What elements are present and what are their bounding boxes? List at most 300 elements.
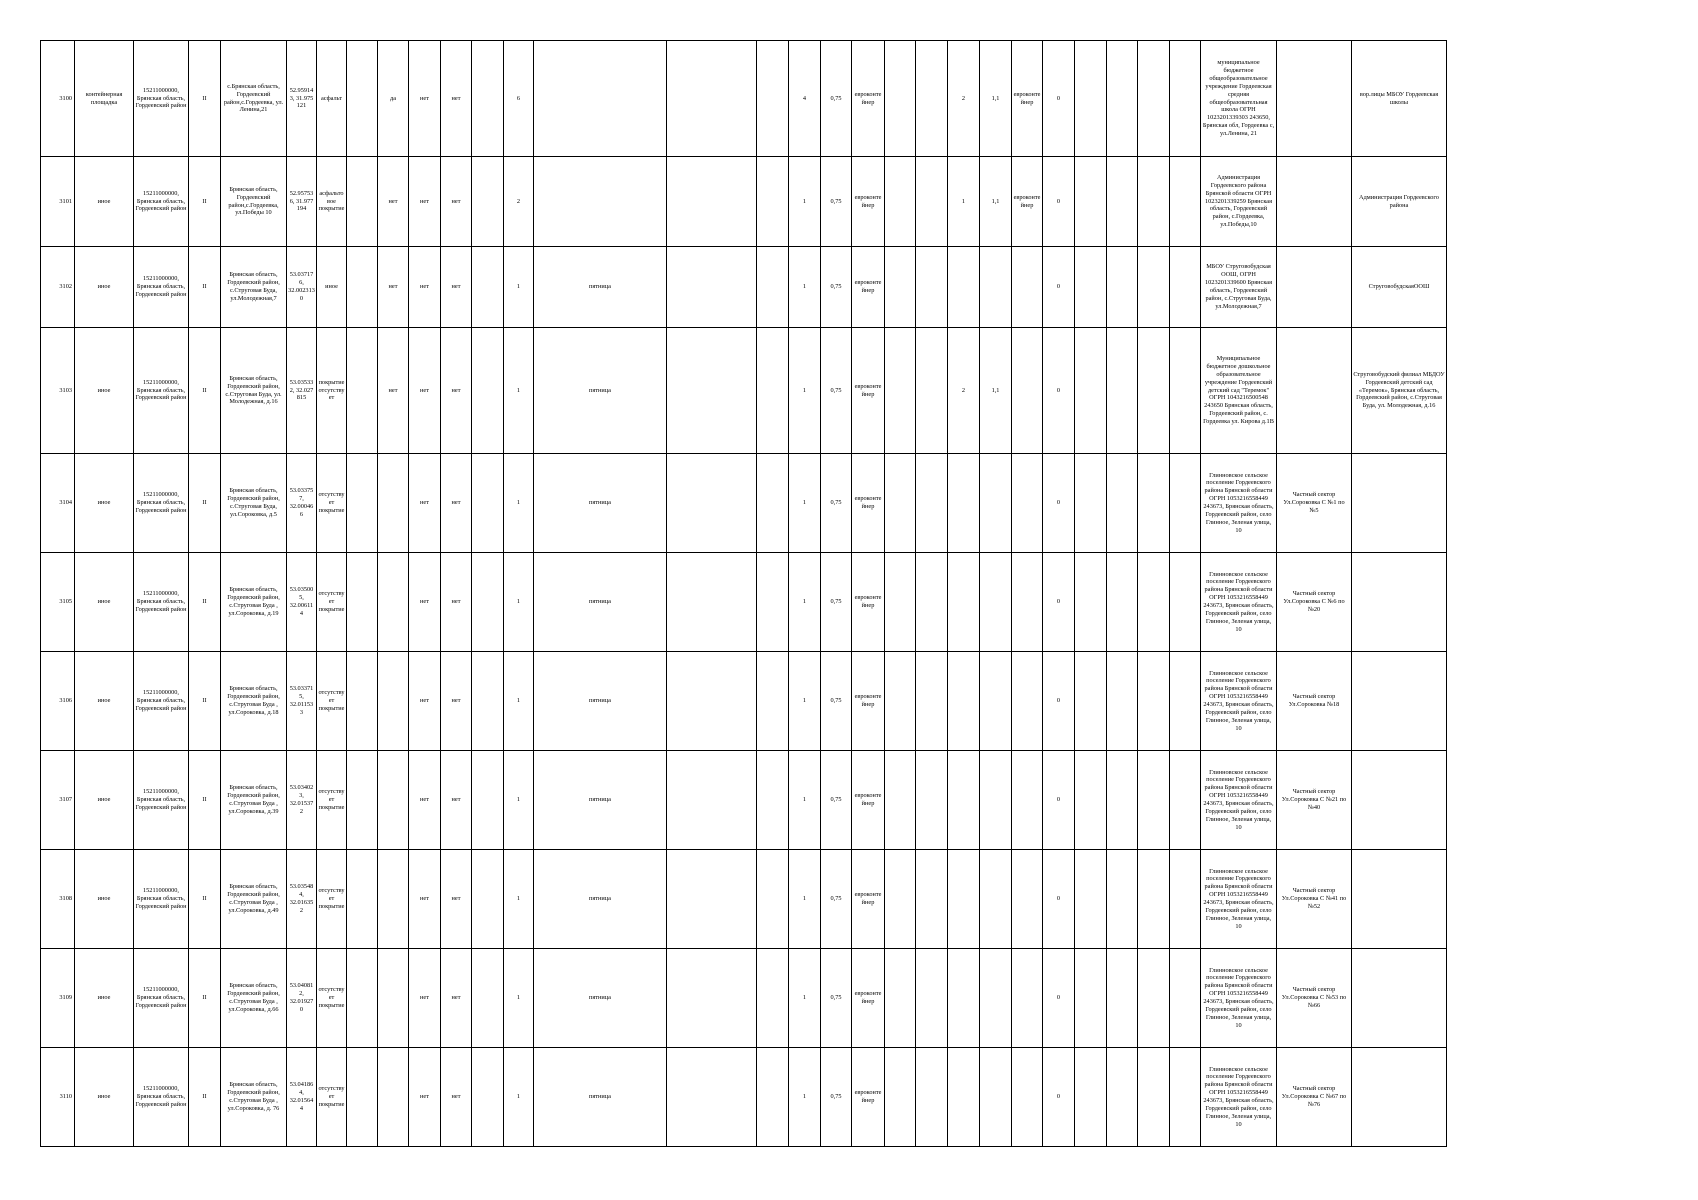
zero-value: 0 xyxy=(1043,553,1075,652)
blank-cell xyxy=(757,1048,789,1147)
flag-1 xyxy=(378,1048,409,1147)
blank-cell xyxy=(472,652,504,751)
flag-3: нет xyxy=(441,949,472,1048)
zero-value: 0 xyxy=(1043,652,1075,751)
row-number: 3105 xyxy=(41,553,75,652)
owner-info: Глинновское сельское поселение Гордеевского района Брянской области ОГРН 1053216558449 243673, Брянская область, Гордеевский район, село Глинное, Зеленая улица, 10 xyxy=(1201,949,1277,1048)
zero-value: 0 xyxy=(1043,1048,1075,1147)
blank-cell xyxy=(916,247,948,328)
blank-cell xyxy=(1107,41,1138,157)
container-count-2 xyxy=(948,1048,980,1147)
blank-cell xyxy=(347,454,378,553)
row-number: 3109 xyxy=(41,949,75,1048)
quantity: 1 xyxy=(504,652,534,751)
address: Брянская область, Гордеевский район, с.Струговая Буда , ул.Сороковка, д.49 xyxy=(221,850,287,949)
table-row xyxy=(41,553,1447,652)
coordinates: 53.03533 2, 32.027 815 xyxy=(287,328,317,454)
oktmo-district: 15211000000, Брянская область, Гордеевский район xyxy=(134,41,189,157)
container-type-2 xyxy=(1012,553,1043,652)
pickup-day: пятница xyxy=(534,652,667,751)
waste-source: Частный сектор Ул.Сороковка №18 xyxy=(1277,652,1352,751)
blank-cell xyxy=(667,553,757,652)
blank-cell xyxy=(1107,157,1138,247)
blank-cell xyxy=(667,751,757,850)
container-type-2 xyxy=(1012,949,1043,1048)
blank-cell xyxy=(472,157,504,247)
container-type-2 xyxy=(1012,1048,1043,1147)
container-volume-2 xyxy=(980,454,1012,553)
blank-cell xyxy=(667,949,757,1048)
waste-source xyxy=(1277,247,1352,328)
note: Струговобудский филиал МБДОУ Гордеевский детский сад «Теремок», Брянская область, Гордеевский район, с.Струговая Буда, ул. Молодежная, д.16 xyxy=(1352,328,1447,454)
container-type: евроконтейнер xyxy=(852,553,885,652)
address: Брянская область, Гордеевский район, с.Струговая Буда, ул.Сороковка, д.5 xyxy=(221,454,287,553)
container-type-2: евроконтейнер xyxy=(1012,157,1043,247)
container-type-2 xyxy=(1012,247,1043,328)
blank-cell xyxy=(1138,1048,1170,1147)
blank-cell xyxy=(347,1048,378,1147)
container-volume-2 xyxy=(980,751,1012,850)
blank-cell xyxy=(1170,328,1201,454)
blank-cell xyxy=(1075,1048,1107,1147)
oktmo-district: 15211000000, Брянская область, Гордеевский район xyxy=(134,652,189,751)
blank-cell xyxy=(1138,328,1170,454)
blank-cell xyxy=(1170,157,1201,247)
container-volume: 0,75 xyxy=(821,1048,852,1147)
coordinates: 53.03717 6, 32.002313 0 xyxy=(287,247,317,328)
container-type: евроконтейнер xyxy=(852,41,885,157)
table-row xyxy=(41,157,1447,247)
container-type-2: евроконтейнер xyxy=(1012,41,1043,157)
zero-value: 0 xyxy=(1043,751,1075,850)
blank-cell xyxy=(472,41,504,157)
zero-value: 0 xyxy=(1043,247,1075,328)
quantity: 1 xyxy=(504,328,534,454)
blank-cell xyxy=(757,652,789,751)
container-count: 1 xyxy=(789,1048,821,1147)
note xyxy=(1352,751,1447,850)
container-count: 1 xyxy=(789,328,821,454)
row-number: 3106 xyxy=(41,652,75,751)
blank-cell xyxy=(472,949,504,1048)
pickup-day xyxy=(534,41,667,157)
blank-cell xyxy=(472,850,504,949)
address: Брянская область, Гордеевский район, с.Струговая Буда, ул.Молодежная,7 xyxy=(221,247,287,328)
flag-2: нет xyxy=(409,652,441,751)
surface-type: асфальт xyxy=(317,41,347,157)
blank-cell xyxy=(347,751,378,850)
blank-cell xyxy=(667,454,757,553)
flag-1: да xyxy=(378,41,409,157)
table-row xyxy=(41,652,1447,751)
waste-source: Частный сектор Ул.Сороковка С №53 по №66 xyxy=(1277,949,1352,1048)
note xyxy=(1352,949,1447,1048)
waste-source: Частный сектор Ул.Сороковка С №21 по №40 xyxy=(1277,751,1352,850)
oktmo-district: 15211000000, Брянская область, Гордеевский район xyxy=(134,751,189,850)
blank-cell xyxy=(757,850,789,949)
category: II xyxy=(189,454,221,553)
blank-cell xyxy=(916,553,948,652)
container-count-2 xyxy=(948,553,980,652)
container-type: евроконтейнер xyxy=(852,949,885,1048)
blank-cell xyxy=(1075,949,1107,1048)
address: Брянская область, Гордеевский район, с.Струговая Буда , ул.Сороковка, д.66 xyxy=(221,949,287,1048)
surface-type: асфальтовое покрытие xyxy=(317,157,347,247)
note xyxy=(1352,850,1447,949)
row-number: 3110 xyxy=(41,1048,75,1147)
pickup-day: пятница xyxy=(534,454,667,553)
coordinates: 53.03402 3, 32.01537 2 xyxy=(287,751,317,850)
flag-1: нет xyxy=(378,328,409,454)
blank-cell xyxy=(667,652,757,751)
site-type: иное xyxy=(75,751,134,850)
flag-2: нет xyxy=(409,751,441,850)
blank-cell xyxy=(885,553,916,652)
blank-cell xyxy=(472,247,504,328)
blank-cell xyxy=(1138,41,1170,157)
container-type: евроконтейнер xyxy=(852,454,885,553)
oktmo-district: 15211000000, Брянская область, Гордеевский район xyxy=(134,850,189,949)
category: II xyxy=(189,751,221,850)
blank-cell xyxy=(347,328,378,454)
blank-cell xyxy=(1107,247,1138,328)
flag-2: нет xyxy=(409,157,441,247)
note xyxy=(1352,652,1447,751)
blank-cell xyxy=(885,157,916,247)
surface-type: отсутствует покрытие xyxy=(317,1048,347,1147)
flag-2: нет xyxy=(409,328,441,454)
container-count: 1 xyxy=(789,850,821,949)
blank-cell xyxy=(347,553,378,652)
blank-cell xyxy=(885,850,916,949)
container-volume-2 xyxy=(980,553,1012,652)
category: II xyxy=(189,949,221,1048)
flag-3: нет xyxy=(441,751,472,850)
pickup-day: пятница xyxy=(534,751,667,850)
container-type: евроконтейнер xyxy=(852,157,885,247)
blank-cell xyxy=(1170,41,1201,157)
pickup-day xyxy=(534,157,667,247)
pickup-day: пятница xyxy=(534,553,667,652)
coordinates: 52.95753 6, 31.977 194 xyxy=(287,157,317,247)
blank-cell xyxy=(885,41,916,157)
blank-cell xyxy=(1170,850,1201,949)
category: II xyxy=(189,553,221,652)
surface-type: отсутствует покрытие xyxy=(317,652,347,751)
blank-cell xyxy=(1107,850,1138,949)
container-count: 1 xyxy=(789,652,821,751)
blank-cell xyxy=(1107,1048,1138,1147)
blank-cell xyxy=(885,949,916,1048)
category: II xyxy=(189,41,221,157)
blank-cell xyxy=(885,652,916,751)
pickup-day: пятница xyxy=(534,247,667,328)
blank-cell xyxy=(1075,41,1107,157)
category: II xyxy=(189,652,221,751)
blank-cell xyxy=(347,850,378,949)
site-type: иное xyxy=(75,247,134,328)
table-row xyxy=(41,1048,1447,1147)
blank-cell xyxy=(472,553,504,652)
container-type-2 xyxy=(1012,454,1043,553)
blank-cell xyxy=(472,751,504,850)
container-type-2 xyxy=(1012,751,1043,850)
blank-cell xyxy=(1138,247,1170,328)
pickup-day: пятница xyxy=(534,328,667,454)
oktmo-district: 15211000000, Брянская область, Гордеевский район xyxy=(134,454,189,553)
container-volume: 0,75 xyxy=(821,553,852,652)
flag-1: нет xyxy=(378,157,409,247)
quantity: 1 xyxy=(504,751,534,850)
surface-type: отсутствует покрытие xyxy=(317,553,347,652)
site-type: контейнерная площадка xyxy=(75,41,134,157)
waste-source: Частный сектор Ул.Сороковка С №6 по №20 xyxy=(1277,553,1352,652)
blank-cell xyxy=(916,41,948,157)
surface-type: отсутствует покрытие xyxy=(317,949,347,1048)
blank-cell xyxy=(916,850,948,949)
oktmo-district: 15211000000, Брянская область, Гордеевский район xyxy=(134,949,189,1048)
owner-info: Муниципальное бюджетное дошкольное образовательное учреждение Гордеевский детский сад "Теремок" ОГРН 1043216500548 243650 Брянская область, Гордеевский район, с. Гордеевка ул. Кирова д.1В xyxy=(1201,328,1277,454)
category: II xyxy=(189,247,221,328)
container-volume-2: 1,1 xyxy=(980,41,1012,157)
quantity: 1 xyxy=(504,949,534,1048)
table-row xyxy=(41,247,1447,328)
container-volume-2: 1,1 xyxy=(980,328,1012,454)
blank-cell xyxy=(1170,751,1201,850)
container-count: 1 xyxy=(789,553,821,652)
blank-cell xyxy=(667,41,757,157)
blank-cell xyxy=(1075,850,1107,949)
blank-cell xyxy=(667,328,757,454)
waste-source xyxy=(1277,157,1352,247)
container-volume-2 xyxy=(980,1048,1012,1147)
container-count-2: 1 xyxy=(948,157,980,247)
row-number: 3101 xyxy=(41,157,75,247)
blank-cell xyxy=(757,553,789,652)
waste-source xyxy=(1277,41,1352,157)
flag-2: нет xyxy=(409,41,441,157)
flag-1 xyxy=(378,850,409,949)
blank-cell xyxy=(757,328,789,454)
container-volume-2 xyxy=(980,850,1012,949)
blank-cell xyxy=(667,850,757,949)
owner-info: Глинновское сельское поселение Гордеевского района Брянской области ОГРН 1053216558449 243673, Брянская область, Гордеевский район, село Глинное, Зеленая улица, 10 xyxy=(1201,454,1277,553)
container-count: 4 xyxy=(789,41,821,157)
blank-cell xyxy=(757,949,789,1048)
table-row xyxy=(41,328,1447,454)
blank-cell xyxy=(885,751,916,850)
waste-source xyxy=(1277,328,1352,454)
quantity: 1 xyxy=(504,553,534,652)
address: Брянская область, Гордеевский район, с.Струговая Буда , ул.Сороковка, д.19 xyxy=(221,553,287,652)
container-count: 1 xyxy=(789,247,821,328)
coordinates: 53.04186 4, 32.01564 4 xyxy=(287,1048,317,1147)
flag-2: нет xyxy=(409,454,441,553)
blank-cell xyxy=(885,328,916,454)
address: Брянская область, Гордеевский район, с.Струговая Буда , ул.Сороковка, д.18 xyxy=(221,652,287,751)
note: вор.лицы МБОУ Гордеевская школы xyxy=(1352,41,1447,157)
blank-cell xyxy=(1138,157,1170,247)
site-type: иное xyxy=(75,850,134,949)
container-type: евроконтейнер xyxy=(852,850,885,949)
owner-info: МБОУ Струговобудская ООШ, ОГРН 1023201339600 Брянская область, Гордеевский район, с.Струговая Буда, ул.Молодежная,7 xyxy=(1201,247,1277,328)
waste-source: Частный сектор Ул.Сороковка С №41 по №52 xyxy=(1277,850,1352,949)
row-number: 3102 xyxy=(41,247,75,328)
container-volume: 0,75 xyxy=(821,41,852,157)
container-volume-2 xyxy=(980,247,1012,328)
container-type: евроконтейнер xyxy=(852,328,885,454)
blank-cell xyxy=(347,652,378,751)
container-volume: 0,75 xyxy=(821,328,852,454)
container-count: 1 xyxy=(789,751,821,850)
blank-cell xyxy=(1075,328,1107,454)
flag-1 xyxy=(378,553,409,652)
blank-cell xyxy=(1075,247,1107,328)
zero-value: 0 xyxy=(1043,328,1075,454)
blank-cell xyxy=(472,328,504,454)
blank-cell xyxy=(1138,454,1170,553)
flag-3: нет xyxy=(441,247,472,328)
container-count-2 xyxy=(948,454,980,553)
flag-2: нет xyxy=(409,850,441,949)
container-count-2 xyxy=(948,247,980,328)
owner-info: Глинновское сельское поселение Гордеевского района Брянской области ОГРН 1053216558449 243673, Брянская область, Гордеевский район, село Глинное, Зеленая улица, 10 xyxy=(1201,652,1277,751)
blank-cell xyxy=(1107,328,1138,454)
blank-cell xyxy=(1107,949,1138,1048)
owner-info: Глинновское сельское поселение Гордеевского района Брянской области ОГРН 1053216558449 243673, Брянская область, Гордеевский район, село Глинное, Зеленая улица, 10 xyxy=(1201,751,1277,850)
table-row xyxy=(41,751,1447,850)
blank-cell xyxy=(757,41,789,157)
flag-1 xyxy=(378,454,409,553)
container-type-2 xyxy=(1012,328,1043,454)
owner-info: Глинновское сельское поселение Гордеевского района Брянской области ОГРН 1053216558449 243673, Брянская область, Гордеевский район, село Глинное, Зеленая улица, 10 xyxy=(1201,850,1277,949)
coordinates: 53.03375 7, 32.00046 6 xyxy=(287,454,317,553)
container-type: евроконтейнер xyxy=(852,247,885,328)
blank-cell xyxy=(916,751,948,850)
coordinates: 53.03548 4, 32.01635 2 xyxy=(287,850,317,949)
container-count: 1 xyxy=(789,949,821,1048)
container-volume: 0,75 xyxy=(821,850,852,949)
flag-2: нет xyxy=(409,949,441,1048)
site-type: иное xyxy=(75,157,134,247)
container-volume: 0,75 xyxy=(821,454,852,553)
row-number: 3107 xyxy=(41,751,75,850)
blank-cell xyxy=(1107,553,1138,652)
note xyxy=(1352,1048,1447,1147)
blank-cell xyxy=(916,949,948,1048)
container-type-2 xyxy=(1012,652,1043,751)
container-count-2 xyxy=(948,751,980,850)
blank-cell xyxy=(916,652,948,751)
blank-cell xyxy=(1107,454,1138,553)
coordinates: 53.03500 5, 32.00611 4 xyxy=(287,553,317,652)
site-type: иное xyxy=(75,1048,134,1147)
owner-info: муниципальное бюджетное общеобразовательное учреждение Гордеевская средняя общеобразовательная школа ОГРН 1023201339303 243650, Брянская обл, Гордеевка с, ул.Ленина, 21 xyxy=(1201,41,1277,157)
container-type: евроконтейнер xyxy=(852,652,885,751)
blank-cell xyxy=(1170,553,1201,652)
address: Брянская область, Гордеевский район,с.Гордеевка, ул.Победы 10 xyxy=(221,157,287,247)
blank-cell xyxy=(885,454,916,553)
table-row xyxy=(41,454,1447,553)
coordinates: 52.95914 3, 31.975 121 xyxy=(287,41,317,157)
category: II xyxy=(189,850,221,949)
pickup-day: пятница xyxy=(534,850,667,949)
blank-cell xyxy=(1170,454,1201,553)
blank-cell xyxy=(1138,850,1170,949)
zero-value: 0 xyxy=(1043,850,1075,949)
container-count-2 xyxy=(948,949,980,1048)
coordinates: 53.03371 5, 32.01153 3 xyxy=(287,652,317,751)
oktmo-district: 15211000000, Брянская область, Гордеевский район xyxy=(134,328,189,454)
blank-cell xyxy=(916,1048,948,1147)
oktmo-district: 15211000000, Брянская область, Гордеевский район xyxy=(134,1048,189,1147)
container-type-2 xyxy=(1012,850,1043,949)
pickup-day: пятница xyxy=(534,949,667,1048)
container-count-2: 2 xyxy=(948,328,980,454)
zero-value: 0 xyxy=(1043,157,1075,247)
note xyxy=(1352,454,1447,553)
blank-cell xyxy=(472,1048,504,1147)
blank-cell xyxy=(667,157,757,247)
flag-1 xyxy=(378,949,409,1048)
container-volume-2: 1,1 xyxy=(980,157,1012,247)
note: Администрация Гордеевского района xyxy=(1352,157,1447,247)
flag-1 xyxy=(378,652,409,751)
address: Брянская область, Гордеевский район, с.Струговая Буда , ул.Сороковка, д.39 xyxy=(221,751,287,850)
surface-type: отсутствует покрытие xyxy=(317,751,347,850)
blank-cell xyxy=(757,157,789,247)
address: Брянская область, Гордеевский район, с.Струговая Буда, ул. Молодежная, д.16 xyxy=(221,328,287,454)
blank-cell xyxy=(667,247,757,328)
surface-type: покрытие отсутствует xyxy=(317,328,347,454)
container-volume: 0,75 xyxy=(821,949,852,1048)
blank-cell xyxy=(757,454,789,553)
quantity: 1 xyxy=(504,454,534,553)
pickup-day: пятница xyxy=(534,1048,667,1147)
surface-type: отсутствует покрытие xyxy=(317,850,347,949)
blank-cell xyxy=(1075,157,1107,247)
note: СтруговобудскаяООШ xyxy=(1352,247,1447,328)
flag-3: нет xyxy=(441,850,472,949)
oktmo-district: 15211000000, Брянская область, Гордеевский район xyxy=(134,157,189,247)
blank-cell xyxy=(347,157,378,247)
blank-cell xyxy=(1170,949,1201,1048)
container-volume: 0,75 xyxy=(821,751,852,850)
address: с.Брянская область, Гордеевский район,с.Гордеевка, ул. Ленина,21 xyxy=(221,41,287,157)
site-type: иное xyxy=(75,652,134,751)
blank-cell xyxy=(757,247,789,328)
blank-cell xyxy=(757,751,789,850)
blank-cell xyxy=(1075,454,1107,553)
blank-cell xyxy=(916,157,948,247)
surface-type: иное xyxy=(317,247,347,328)
blank-cell xyxy=(1075,652,1107,751)
site-type: иное xyxy=(75,949,134,1048)
note xyxy=(1352,553,1447,652)
quantity: 1 xyxy=(504,247,534,328)
row-number: 3108 xyxy=(41,850,75,949)
container-volume: 0,75 xyxy=(821,652,852,751)
blank-cell xyxy=(1170,247,1201,328)
flag-2: нет xyxy=(409,1048,441,1147)
blank-cell xyxy=(1170,1048,1201,1147)
site-type: иное xyxy=(75,553,134,652)
blank-cell xyxy=(1107,751,1138,850)
flag-1 xyxy=(378,751,409,850)
flag-3: нет xyxy=(441,454,472,553)
blank-cell xyxy=(347,949,378,1048)
container-volume: 0,75 xyxy=(821,157,852,247)
